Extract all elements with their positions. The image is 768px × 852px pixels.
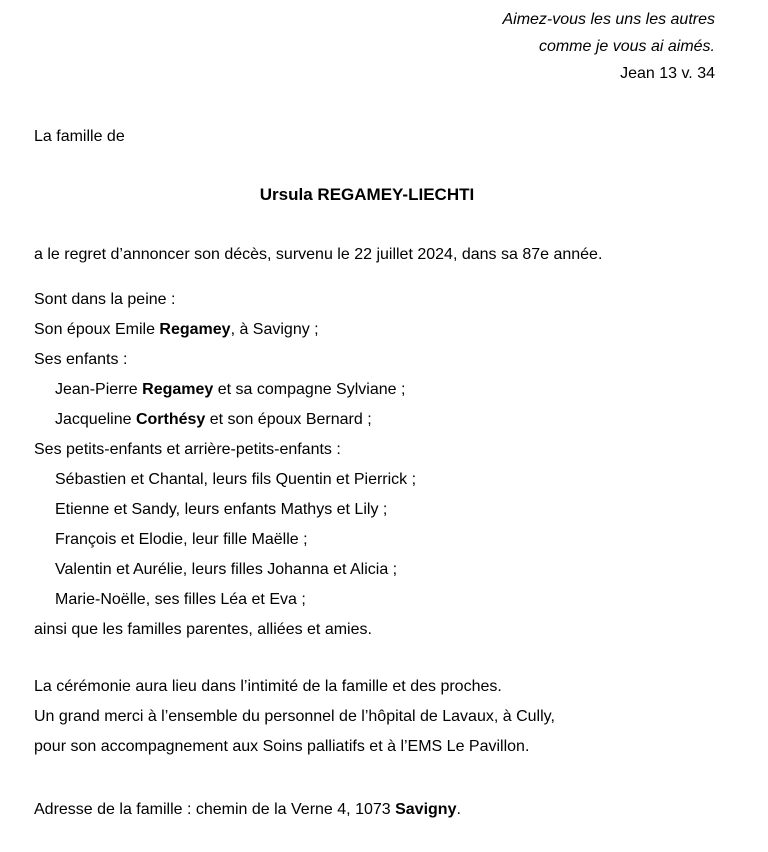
mourner-line	[34, 495, 728, 525]
text-segment: , à Savigny ;	[230, 321, 319, 338]
text-segment: Marie-Noëlle, ses filles Léa et Eva ;	[55, 591, 306, 608]
quote-line: Aimez-vous les uns les autres	[502, 11, 715, 28]
family-intro-text: La famille de	[34, 128, 125, 145]
text-segment: Corthésy	[135, 411, 206, 428]
text-segment: et sa compagne Sylviane ;	[213, 381, 406, 398]
text-segment: Valentin et Aurélie, leurs filles Johanna et Alicia ;	[55, 561, 398, 578]
text-segment: Ses petits-enfants et arrière-petits-enfants :	[34, 441, 341, 458]
ceremony-line: La cérémonie aura lieu dans l’intimité de la famille et des proches.	[34, 678, 502, 695]
mourner-line	[34, 465, 728, 495]
mourner-line	[34, 615, 728, 645]
text-segment: .	[456, 801, 461, 818]
quote-line: comme je vous ai aimés.	[538, 38, 715, 55]
text-segment: François et Elodie, leur fille Maëlle ;	[55, 531, 308, 548]
mourner-line	[34, 375, 728, 405]
text-segment: Sont dans la peine :	[34, 291, 176, 308]
mourner-line	[34, 315, 728, 345]
quote-line: Jean 13 v. 34	[620, 65, 715, 82]
ceremony-line: pour son accompagnement aux Soins palliatifs et à l’EMS Le Pavillon.	[34, 738, 530, 755]
text-segment: Adresse de la famille : chemin de la Verne 4, 1073	[34, 801, 396, 818]
ceremony-info	[34, 672, 728, 762]
text-segment: Sébastien et Chantal, leurs fils Quentin et Pierrick ;	[55, 471, 417, 488]
text-segment: Jacqueline	[55, 411, 136, 428]
deceased-name: Ursula REGAMEY-LIECHTI	[259, 185, 475, 204]
text-segment: ainsi que les familles parentes, alliées et amies.	[34, 621, 372, 638]
mourner-line	[34, 345, 728, 375]
text-segment: Regamey	[159, 321, 231, 338]
mourner-line	[34, 585, 728, 615]
text-segment: et son époux Bernard ;	[205, 411, 372, 428]
death-announcement-text: a le regret d’annoncer son décès, survenu le 22 juillet 2024, dans sa 87e année.	[34, 246, 603, 263]
text-segment: Savigny	[395, 801, 457, 818]
mourners-list	[34, 285, 728, 645]
scripture-quote	[502, 6, 715, 87]
text-segment: Ses enfants :	[34, 351, 128, 368]
text-segment: Etienne et Sandy, leurs enfants Mathys et Lily ;	[55, 501, 388, 518]
mourner-line	[34, 435, 728, 465]
family-address	[34, 795, 728, 825]
mourner-line	[34, 405, 728, 435]
text-segment: Regamey	[142, 381, 214, 398]
ceremony-line: Un grand merci à l’ensemble du personnel de l’hôpital de Lavaux, à Cully,	[34, 708, 555, 725]
mourner-line	[34, 555, 728, 585]
text-segment: Jean-Pierre	[55, 381, 143, 398]
mourner-line	[34, 285, 728, 315]
text-segment: Son époux Emile	[34, 321, 160, 338]
mourner-line	[34, 525, 728, 555]
